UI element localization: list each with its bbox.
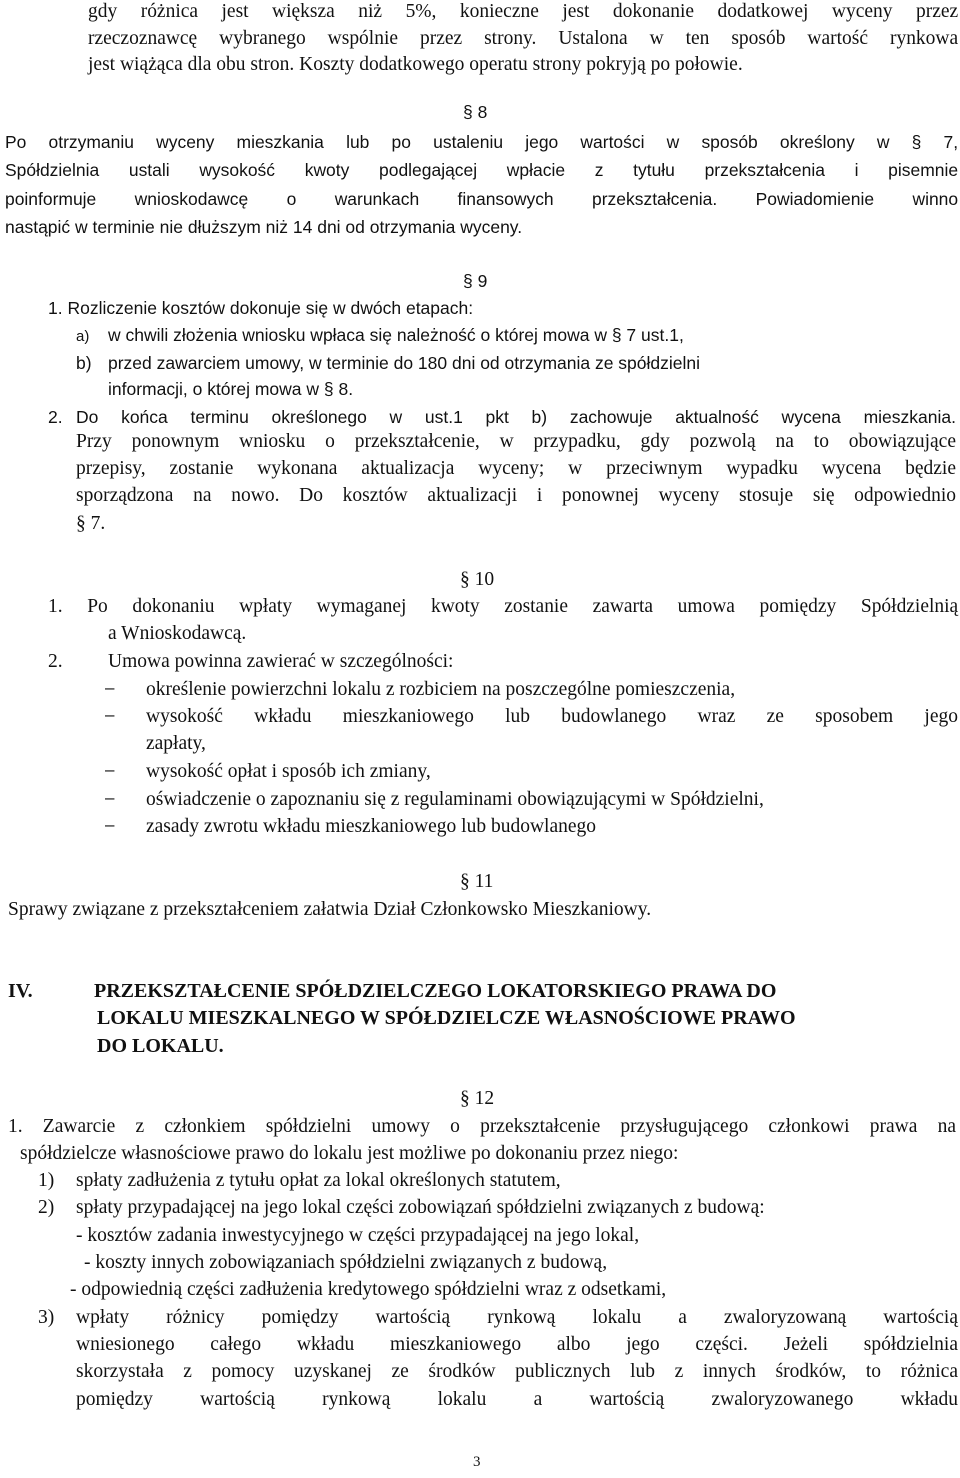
chapter-title-line: LOKALU MIESZKALNEGO W SPÓŁDZIELCZE WŁASNOŚCIOWE PRAWO — [97, 1007, 796, 1029]
list-item: spłaty zadłużenia z tytułu opłat za lokal określonych statutem, — [76, 1170, 561, 1191]
list-item: wysokość wkładu mieszkaniowego lub budowlanego wraz ze sposobem jego — [146, 706, 958, 727]
list-item: wysokość opłat i sposób ich zmiany, — [146, 761, 431, 782]
text-line: Do końca terminu określonego w ust.1 pkt b) zachowuje aktualność wycena mieszkania. — [76, 407, 956, 427]
list-marker: 1) — [38, 1170, 55, 1191]
text-line: Spółdzielnia ustali wysokość kwoty podlegającej wpłacie z tytułu przekształcenia i pisemnie — [5, 160, 959, 180]
text-line: Po otrzymaniu wyceny mieszkania lub po ustaleniu jego wartości w sposób określony w § 7, — [5, 132, 959, 152]
list-marker: 2) — [38, 1197, 55, 1218]
section-heading-9: § 9 — [463, 271, 488, 291]
text-line: spółdzielcze własnościowe prawo do lokalu jest możliwe po dokonaniu przez niego: — [20, 1143, 679, 1164]
dash-bullet: – — [105, 815, 115, 834]
list-item: zapłaty, — [146, 733, 206, 754]
dash-bullet: – — [105, 760, 115, 779]
section-heading-8: § 8 — [463, 102, 488, 122]
text-line: Sprawy związane z przekształceniem załatwia Dział Członkowsko Mieszkaniowy. — [8, 899, 652, 920]
sub-item: - kosztów zadania inwestycyjnego w części przypadającej na jego lokal, — [76, 1225, 640, 1246]
sub-item: - koszty innych zobowiązaniach spółdzielni związanych z budową, — [84, 1252, 608, 1273]
chapter-title-line: DO LOKALU. — [97, 1035, 224, 1057]
text-line: § 7. — [76, 513, 106, 534]
list-item: informacji, o której mowa w § 8. — [108, 379, 354, 399]
section-heading-12: § 12 — [460, 1088, 495, 1109]
list-item: zasady zwrotu wkładu mieszkaniowego lub budowlanego — [146, 816, 597, 837]
list-marker: 3) — [38, 1307, 55, 1328]
text-line: rzeczoznawcę wybranego wspólnie przez strony. Ustalona w ten sposób wartość rynkowa — [88, 28, 959, 49]
text-line: Przy ponownym wniosku o przekształcenie, w przypadku, gdy pozwolą na to obowiązujące — [76, 431, 956, 452]
list-item: pomiędzy wartością rynkową lokalu a wartością zwaloryzowanego wkładu — [76, 1389, 958, 1410]
text-line: gdy różnica jest większa niż 5%, konieczne jest dokonanie dodatkowej wyceny przez — [88, 1, 959, 22]
page-number: 3 — [473, 1454, 481, 1470]
list-item: skorzystała z pomocy uzyskanej ze środków publicznych lub z innych środków, to różnica — [76, 1361, 958, 1382]
list-item: określenie powierzchni lokalu z rozbiciem na poszczególne pomieszczenia, — [146, 679, 736, 700]
text-line: 1. Zawarcie z członkiem spółdzielni umowy o przekształcenie przysługującego członkowi prawa na — [8, 1116, 956, 1137]
text-line: sporządzona na nowo. Do kosztów aktualizacji i ponownej wyceny stosuje się odpowiednio — [76, 485, 956, 506]
list-marker: 2. — [48, 651, 63, 672]
section-heading-10: § 10 — [460, 569, 495, 590]
sub-item: - odpowiednią części zadłużenia kredytowego spółdzielni wraz z odsetkami, — [70, 1279, 667, 1300]
dash-bullet: – — [105, 705, 115, 724]
list-marker: a) — [76, 328, 90, 345]
list-item: wniesionego całego wkładu mieszkaniowego albo jego części. Jeżeli spółdzielnia — [76, 1334, 958, 1355]
text-line: 1. Po dokonaniu wpłaty wymaganej kwoty zostanie zawarta umowa pomiędzy Spółdzielnią — [48, 596, 959, 617]
text-line: 1. Rozliczenie kosztów dokonuje się w dwóch etapach: — [48, 298, 474, 318]
text-line: jest wiążąca dla obu stron. Koszty dodatkowego operatu strony pokryją po połowie. — [88, 54, 743, 75]
list-marker: 2. — [48, 407, 63, 427]
dash-bullet: – — [105, 678, 115, 697]
list-item: spłaty przypadającej na jego lokal części zobowiązań spółdzielni związanych z budową: — [76, 1197, 765, 1218]
text-line: nastąpić w terminie nie dłuższym niż 14 dni od otrzymania wyceny. — [5, 217, 523, 237]
chapter-number: IV. — [8, 980, 33, 1002]
section-heading-11: § 11 — [460, 871, 494, 892]
list-item: przed zawarciem umowy, w terminie do 180 dni od otrzymania ze spółdzielni — [108, 353, 701, 373]
list-item: wpłaty różnicy pomiędzy wartością rynkową lokalu a zwaloryzowaną wartością — [76, 1307, 958, 1328]
text-line: przepisy, zostanie wykonana aktualizacja wyceny; w przeciwnym wypadku wycena będzie — [76, 458, 956, 479]
list-item: w chwili złożenia wniosku wpłaca się należność o której mowa w § 7 ust.1, — [108, 325, 684, 345]
chapter-title-line: PRZEKSZTAŁCENIE SPÓŁDZIELCZEGO LOKATORSKIEGO PRAWA DO — [94, 980, 777, 1002]
text-line: a Wnioskodawcą. — [108, 623, 247, 644]
dash-bullet: – — [105, 788, 115, 807]
text-line: Umowa powinna zawierać w szczególności: — [108, 651, 454, 672]
text-line: poinformuje wnioskodawcę o warunkach finansowych przekształcenia. Powiadomienie winno — [5, 189, 959, 209]
list-marker: b) — [76, 353, 92, 373]
list-item: oświadczenie o zapoznaniu się z regulaminami obowiązującymi w Spółdzielni, — [146, 789, 764, 810]
